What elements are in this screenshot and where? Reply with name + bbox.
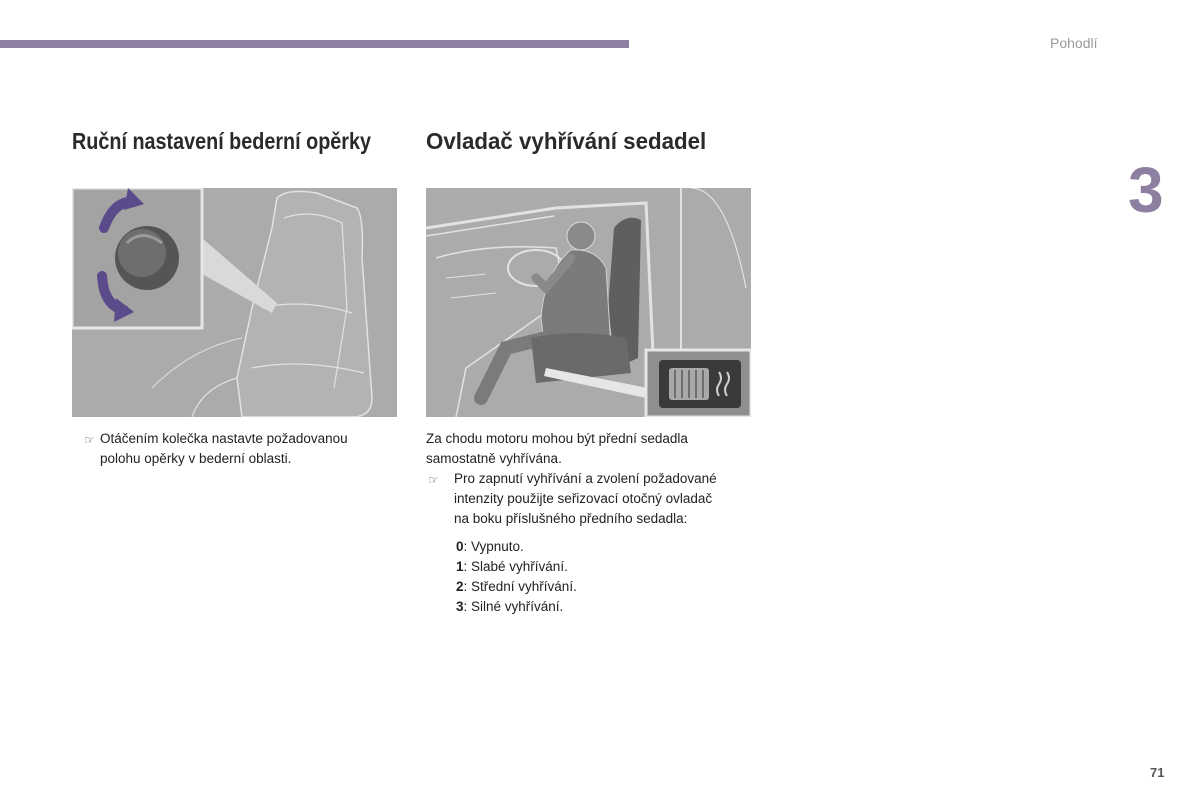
heating-bullet-line-3: na boku příslušného předního sedadla: <box>454 511 688 526</box>
section-name: Pohodlí <box>1050 35 1098 51</box>
heating-bullet-line-2: intenzity použijte seřizovací otočný ovladač <box>454 491 713 506</box>
heating-intro-line-1: Za chodu motoru mohou být přední sedadla <box>426 431 688 446</box>
page-number: 71 <box>1150 765 1165 780</box>
heating-bullet-line-1: Pro zapnutí vyhřívání a zvolení požadované <box>454 471 717 486</box>
heating-level-0: 0: Vypnuto. <box>456 539 524 554</box>
heating-level-1: 1: Slabé vyhřívání. <box>456 559 568 574</box>
heating-intro-line-2: samostatně vyhřívána. <box>426 451 562 466</box>
heating-level-3: 3: Silné vyhřívání. <box>456 599 564 614</box>
header-accent-bar <box>0 40 629 48</box>
hand-pointer-icon: ☞ <box>428 473 439 487</box>
chapter-number: 3 <box>1128 154 1164 226</box>
seat-heating-title: Ovladač vyhřívání sedadel <box>426 128 707 154</box>
hand-pointer-icon: ☞ <box>84 433 95 447</box>
heating-level-2: 2: Střední vyhřívání. <box>456 579 577 594</box>
lumbar-bullet-line-1: Otáčením kolečka nastavte požadovanou <box>100 431 348 446</box>
lumbar-bullet-line-2: polohu opěrky v bederní oblasti. <box>100 451 292 466</box>
lumbar-support-title: Ruční nastavení bederní opěrky <box>72 128 371 154</box>
seat-heating-illustration <box>426 188 751 417</box>
lumbar-adjustment-illustration <box>72 188 397 417</box>
